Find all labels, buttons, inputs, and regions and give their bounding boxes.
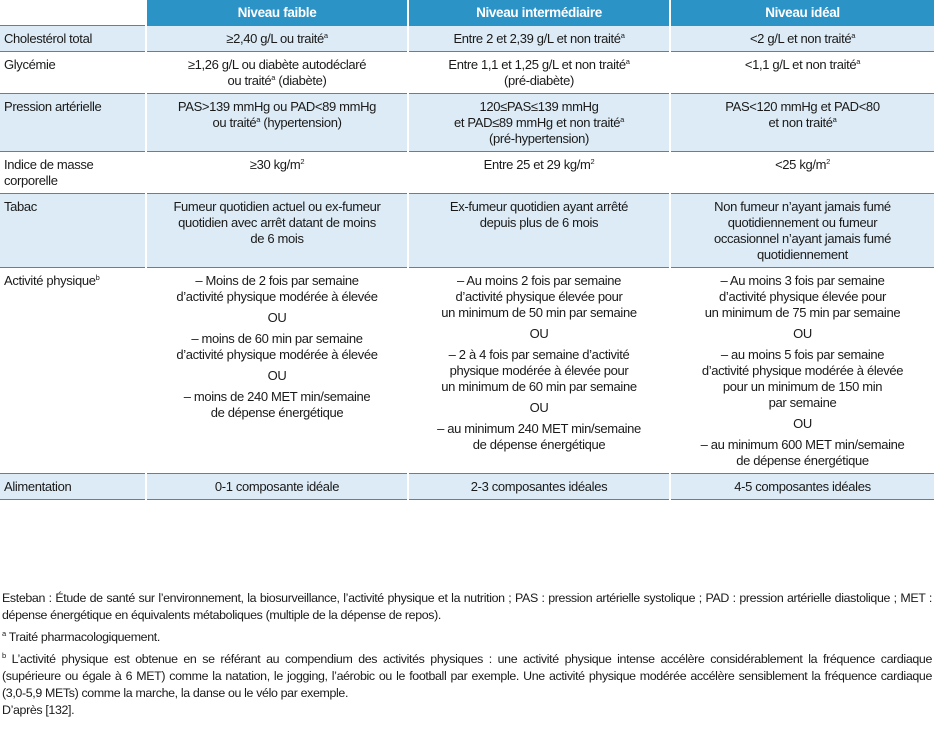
cell-intermediate: Entre 25 et 29 $kg/m^2$ <box>408 152 670 194</box>
cell-ideal: <25 $kg/m^2$ <box>670 152 934 194</box>
header-row <box>0 0 934 26</box>
row-tobacco <box>0 194 934 268</box>
header-intermediate-level: Niveau intermédiaire <box>408 0 670 26</box>
cell-intermediate: 120≤PAS≤139 mmHg et PAD≤89 mmHg et non traité$^a$ (pré-hypertension) <box>408 94 670 152</box>
cell-ideal: PAS<120 mmHg et PAD<80 et non traité$^a$ <box>670 94 934 152</box>
cell-low: PAS>139 mmHg ou PAD<89 mmHg ou traité$^a$ (hypertension) <box>146 94 408 152</box>
cell-ideal: <2 g/L et non traité$^a$ <box>670 26 934 52</box>
row-label: Alimentation <box>0 474 146 500</box>
abbreviations-note: Esteban : Étude de santé sur l’environnement, la biosurveillance, l’activité physique et la nutrition ; PAS : pression artérielle systolique ; PAD : pression artérielle diastolique ; MET : dépense énergétique en équivalents métaboliques (multiple de la dépense de repos). <box>2 591 932 622</box>
row-physical-activity <box>0 268 934 474</box>
row-label: Cholestérol total <box>0 26 146 52</box>
cell-low: – Moins de 2 fois par semaine d’activité physique modérée à élevée OU – moins de 60 min par semaine d’activité physique modérée à élevée OU – moins de 240 MET min/semaine de dépense énergétique <box>146 268 408 474</box>
header-low-level: Niveau faible <box>146 0 408 26</box>
cell-ideal: 4-5 composantes idéales <box>670 474 934 500</box>
cell-ideal: <1,1 g/L et non traité$^a$ <box>670 52 934 94</box>
header-ideal-level: Niveau idéal <box>670 0 934 26</box>
cell-ideal: – Au moins 3 fois par semaine d’activité physique élevée pour un minimum de 75 min par semaine OU – au moins 5 fois par semaine d’activité physique modérée à élevée pour un minimum de 150 min par semaine OU – au minimum 600 MET min/semaine de dépense énergétique <box>670 268 934 474</box>
row-label: Pression artérielle <box>0 94 146 152</box>
cell-intermediate: 2-3 composantes idéales <box>408 474 670 500</box>
row-glycemia <box>0 52 934 94</box>
cell-low: Fumeur quotidien actuel ou ex-fumeur quotidien avec arrêt datant de moins de 6 mois <box>146 194 408 268</box>
cell-low: 0-1 composante idéale <box>146 474 408 500</box>
row-label: Tabac <box>0 194 146 268</box>
cell-low: ≥1,26 g/L ou diabète autodéclaré ou traité$^a$ (diabète) <box>146 52 408 94</box>
row-diet <box>0 474 934 500</box>
row-label: Glycémie <box>0 52 146 94</box>
cell-intermediate: Ex-fumeur quotidien ayant arrêté depuis plus de 6 mois <box>408 194 670 268</box>
source-note: D’après [132]. <box>2 703 75 717</box>
row-bmi <box>0 152 934 194</box>
row-label: Indice de masse corporelle <box>0 152 146 194</box>
row-label: Activité physique$^b$ <box>0 268 146 474</box>
table-notes <box>2 590 932 719</box>
header-blank <box>0 0 146 26</box>
footnote-b: $^b$ L’activité physique est obtenue en se référant au compendium des activités physiques : une activité physique intense accélère considérablement la fréquence cardiaque (supérieure ou égale à 6 MET) comme la natation, le jogging, l’aérobic ou le football par exemple. Une activité physique modérée accélère sensiblement la fréquence cardiaque (3,0-5,9 METs) comme la marche, la danse ou le vélo par exemple. <box>2 651 932 700</box>
cell-intermediate: Entre 1,1 et 1,25 g/L et non traité$^a$ (pré-diabète) <box>408 52 670 94</box>
cell-low: ≥30 $kg/m^2$ <box>146 152 408 194</box>
cell-low: ≥2,40 g/L ou traité$^a$ <box>146 26 408 52</box>
footnote-a: $^a$ Traité pharmacologiquement. <box>2 629 160 644</box>
row-blood-pressure <box>0 94 934 152</box>
cell-intermediate: Entre 2 et 2,39 g/L et non traité$^a$ <box>408 26 670 52</box>
cell-intermediate: – Au moins 2 fois par semaine d’activité physique élevée pour un minimum de 50 min par semaine OU – 2 à 4 fois par semaine d’activité physique modérée à élevée pour un minimum de 60 min par semaine OU – au minimum 240 MET min/semaine de dépense énergétique <box>408 268 670 474</box>
row-cholesterol <box>0 26 934 52</box>
cell-ideal: Non fumeur n’ayant jamais fumé quotidiennement ou fumeur occasionnel n’ayant jamais fumé quotidiennement <box>670 194 934 268</box>
